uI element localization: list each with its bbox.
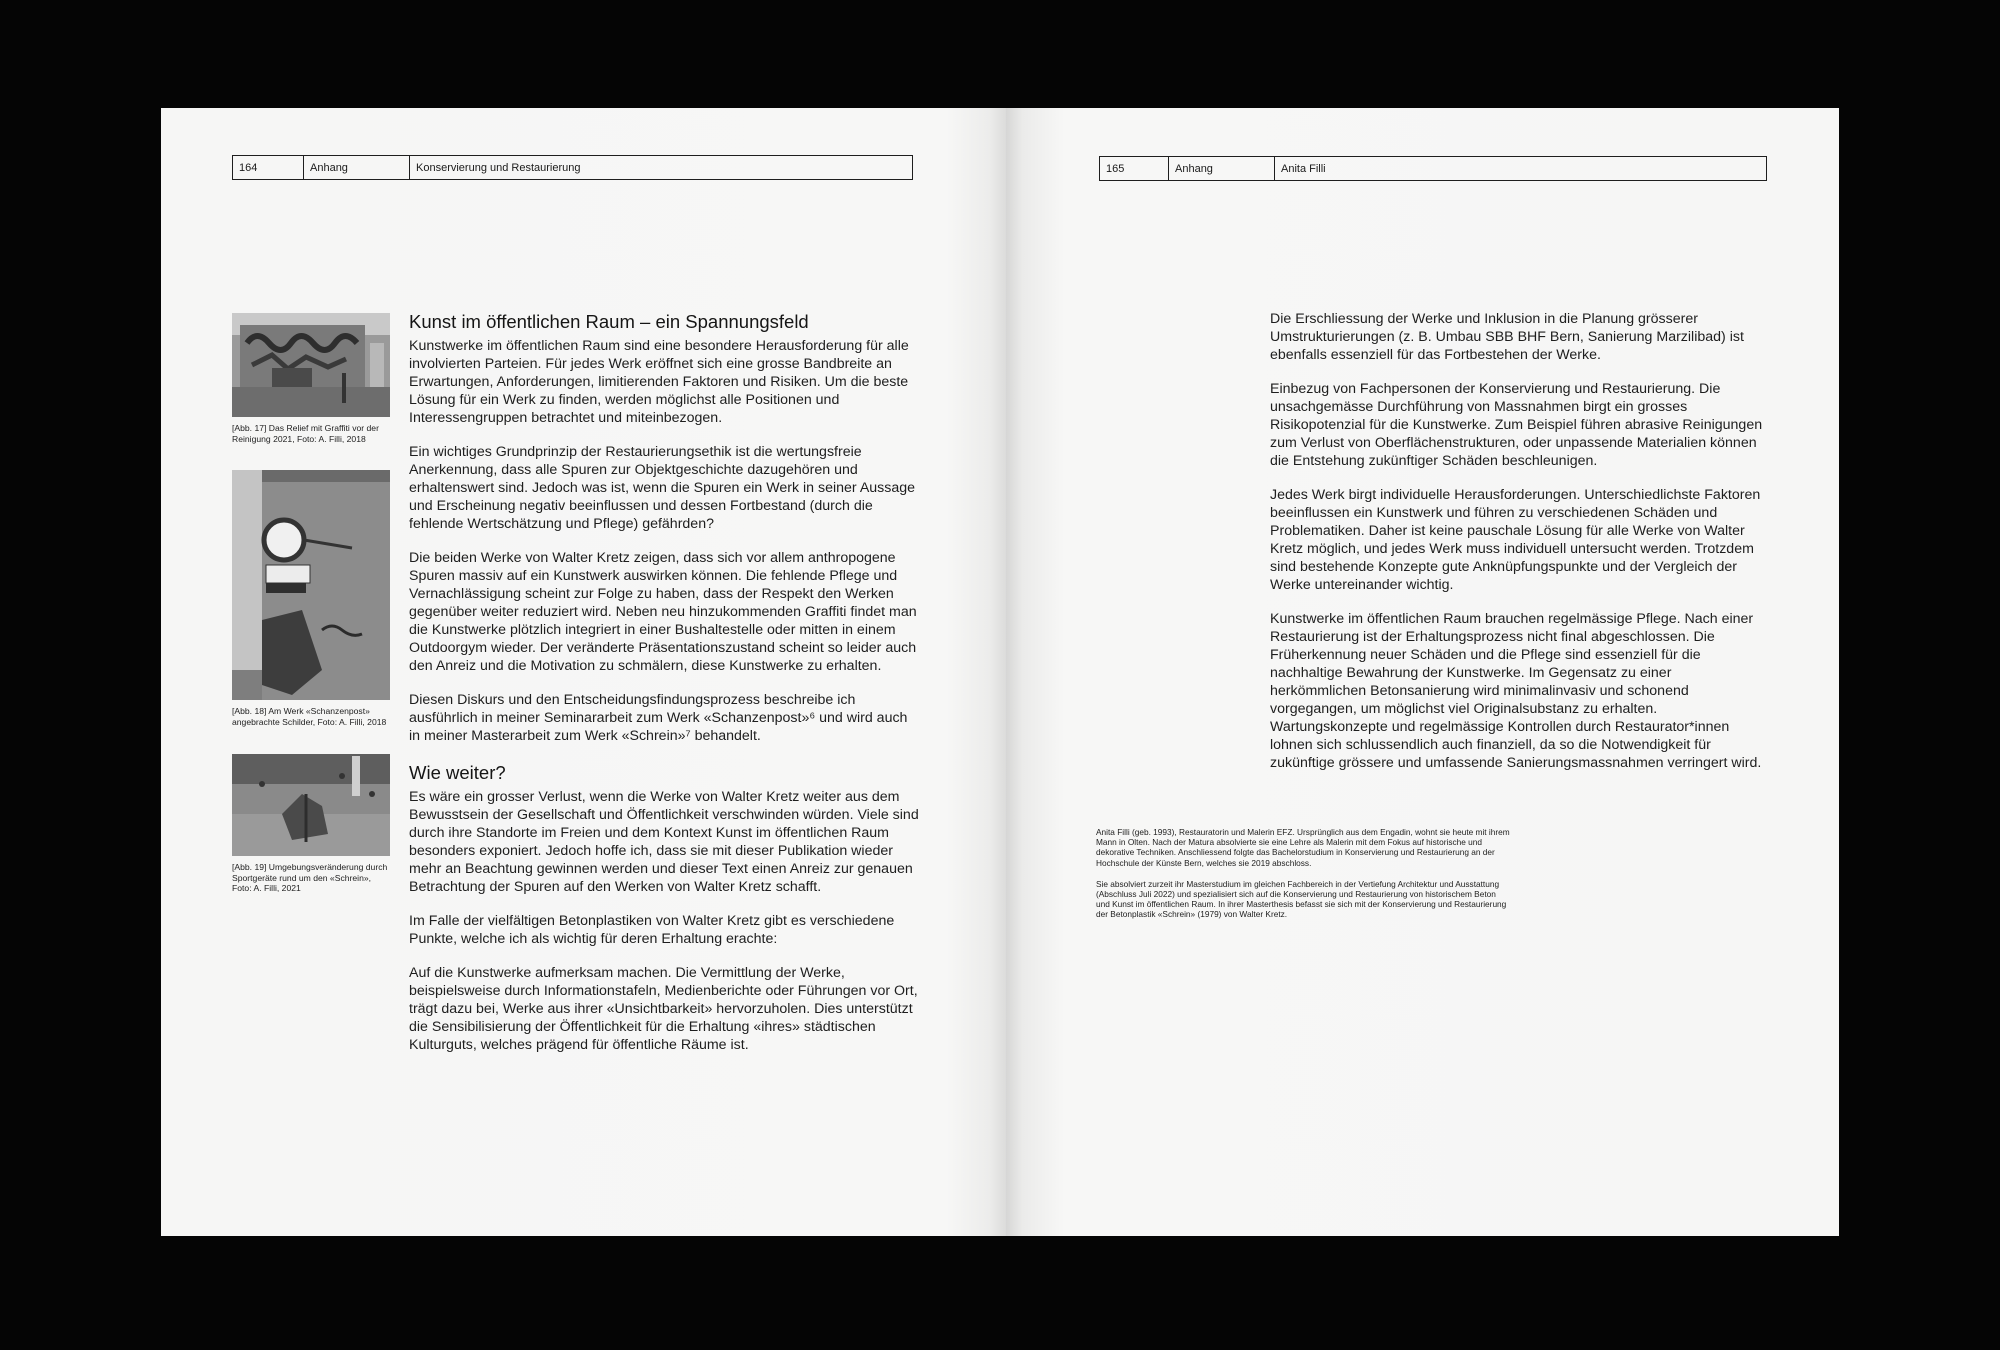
paragraph: Kunstwerke im öffentlichen Raum sind eine besondere Herausforderung für alle involvierten Parteien. Für jedes Werk eröffnet sich eine grosse Bandbreite an Erwartungen, Anforderungen, limitierenden Faktoren und Risiken. Um die beste Lösung für ein Werk zu finden, werden möglichst alle Positionen und Interessengruppen betrachtet und miteinbezogen. [409, 338, 909, 426]
figure-18 [232, 470, 390, 727]
bio-paragraph: Sie absolviert zurzeit ihr Masterstudium im gleichen Fachbereich in der Vertiefung Architektur und Ausstattung (Abschluss Juli 2022) und spezialisiert sich auf die Konservierung und Restaurierung von historischem Beton und Kunst im öffentlichen Raum. In ihrer Masterthesis befasst sie sich mit der Konservierung und Restaurierung der Betonplastik «Schrein» (1979) von Walter Kretz. [1096, 878, 1507, 920]
left-text-column [409, 310, 919, 1054]
chapter-title: Anita Filli [1274, 157, 1766, 180]
paragraph: Auf die Kunstwerke aufmerksam machen. Die Vermittlung der Werke, beispielsweise durch Informationstafeln, Medienberichte oder Führungen vor Ort, trägt dazu bei, Werke aus ihrer «Unsichtbarkeit» hervorzuholen. Dies unterstützt die Sensibilisierung der Öffentlichkeit für die Erhaltung «ihres» städtischen Kulturguts, welches prägend für öffentliche Räume ist. [409, 965, 918, 1053]
paragraph: Kunstwerke im öffentlichen Raum brauchen regelmässige Pflege. Nach einer Restaurierung ist der Erhaltungsprozess nicht final abgeschlossen. Die Früherkennung neuer Schäden und die Pflege sind essenziell für die nachhaltige Bewahrung der Kunstwerke. Im Gegensatz zu einer herkömmlichen Betonsanierung wird minimalinvasiv und schonend vorgegangen, um möglichst viel Originalsubstanz zu erhalten. Wartungskonzepte und regelmässige Kontrollen durch Restaurator*innen lohnen sich schlussendlich auch finanziell, da so die Notwendigkeit für zukünftige grössere und umfassende Sanierungsmassnahmen verringert wird. [1270, 611, 1762, 771]
left-page [161, 108, 1006, 1236]
figure-caption: [Abb. 19] Umgebungsveränderung durch Sportgeräte rund um den «Schrein», Foto: A. Filli, 2021 [232, 862, 388, 893]
bio-paragraph: Anita Filli (geb. 1993), Restauratorin und Malerin EFZ. Ursprünglich aus dem Engadin, wohnt sie heute mit ihrem Mann in Olten. Nach der Matura absolvierte sie eine Lehre als Malerin mit dem Fokus auf historische und dekorative Techniken. Anschliessend folgte das Bachelorstudium in Konservierung und Restaurierung an der Hochschule der Künste Bern, welches sie 2019 abschloss. [1096, 827, 1510, 868]
section-heading: Wie weiter? [409, 762, 506, 783]
paragraph: Ein wichtiges Grundprinzip der Restaurierungsethik ist die wertungsfreie Anerkennung, dass alle Spuren zur Objektgeschichte dazugehören und erhaltenswert sind. Jedoch was ist, wenn die Spuren ein Werk in seiner Aussage und Erscheinung negativ beeinflussen und dessen Fortbestand (durch die fehlende Wertschätzung und Pflege) gefährden? [409, 444, 916, 532]
section-label: Anhang [1168, 157, 1274, 180]
figure-17 [232, 313, 390, 444]
figure-caption: [Abb. 18] Am Werk «Schanzenpost» angebrachte Schilder, Foto: A. Filli, 2018 [232, 706, 387, 727]
photo-schanzenpost-signs [232, 470, 390, 700]
section-label: Anhang [303, 156, 409, 179]
page-number: 164 [239, 161, 258, 174]
right-page [1006, 108, 1839, 1236]
section-heading: Kunst im öffentlichen Raum – ein Spannungsfeld [409, 311, 809, 332]
figure-caption: [Abb. 17] Das Relief mit Graffiti vor der Reinigung 2021, Foto: A. Filli, 2018 [232, 423, 379, 444]
paragraph: Es wäre ein grosser Verlust, wenn die Werke von Walter Kretz weiter aus dem Bewusstsein der Gesellschaft und Öffentlichkeit verschwinden würden. Viele sind durch ihre Standorte im Freien und dem Kontext Kunst im öffentlichen Raum besonders exponiert. Jedoch hoffe ich, dass sie mit dieser Publikation wieder mehr an Beachtung gewinnen werden und dieser Text einen Anreiz zur genauen Betrachtung der Spuren auf den Werken von Walter Kretz schafft. [409, 789, 919, 895]
paragraph: Im Falle der vielfältigen Betonplastiken von Walter Kretz gibt es verschiedene Punkte, welche ich als wichtig für deren Erhaltung erachte: [409, 913, 895, 947]
photo-relief-graffiti [232, 313, 390, 417]
paragraph: Einbezug von Fachpersonen der Konservierung und Restaurierung. Die unsachgemässe Durchführung von Massnahmen birgt ein grosses Risikopotenzial für die Kunstwerke. Zum Beispiel führen abrasive Reinigungen zum Verlust von Oberflächenstrukturen, oder unpassende Materialien können die Entstehung zukünftiger Schäden beschleunigen. [1270, 381, 1763, 469]
chapter-title: Konservierung und Restaurierung [409, 156, 912, 179]
paragraph: Jedes Werk birgt individuelle Herausforderungen. Unterschiedlichste Faktoren beeinflussen ein Kunstwerk und führen zu verschiedenen Schäden und Problematiken. Daher ist keine pauschale Lösung für alle Werke von Walter Kretz möglich, und jedes Werk muss individuell untersucht werden. Trotzdem sind bestehende Konzepte gute Anknüpfungspunkte und der Vergleich der Werke untereinander wichtig. [1270, 487, 1761, 593]
paragraph: Die Erschliessung der Werke und Inklusion in die Planung grösserer Umstrukturierungen (z. B. Umbau SBB BHF Bern, Sanierung Marzilibad) ist ebenfalls essenziell für das Fortbestehen der Werke. [1270, 311, 1744, 363]
paragraph: Die beiden Werke von Walter Kretz zeigen, dass sich vor allem anthropogene Spuren massiv auf ein Kunstwerk auswirken können. Die fehlende Pflege und Vernachlässigung scheint zur Folge zu haben, dass der Respekt den Werken gegenüber weiter reduziert wird. Neben neu hinzukommenden Graffiti findet man die Kunstwerke plötzlich integriert in einer Bushaltestelle oder mitten in einem Outdoorgym wieder. Der veränderte Präsentationszustand scheint so leider auch den Anreiz und die Motivation zu schmälern, diese Kunstwerke zu erhalten. [409, 550, 917, 674]
photo-schrein-sports-equipment [232, 754, 390, 856]
author-bio [1096, 827, 1511, 931]
page-number: 165 [1106, 162, 1125, 175]
paragraph: Diesen Diskurs und den Entscheidungsfindungsprozess beschreibe ich ausführlich in meiner Seminararbeit zum Werk «Schanzenpost»⁶ und wird auch in meiner Masterarbeit zum Werk «Schrein»⁷ behandelt. [409, 692, 908, 744]
running-header [1099, 156, 1767, 181]
running-header [232, 155, 913, 180]
figure-19 [232, 754, 390, 894]
right-text-column [1270, 310, 1770, 772]
